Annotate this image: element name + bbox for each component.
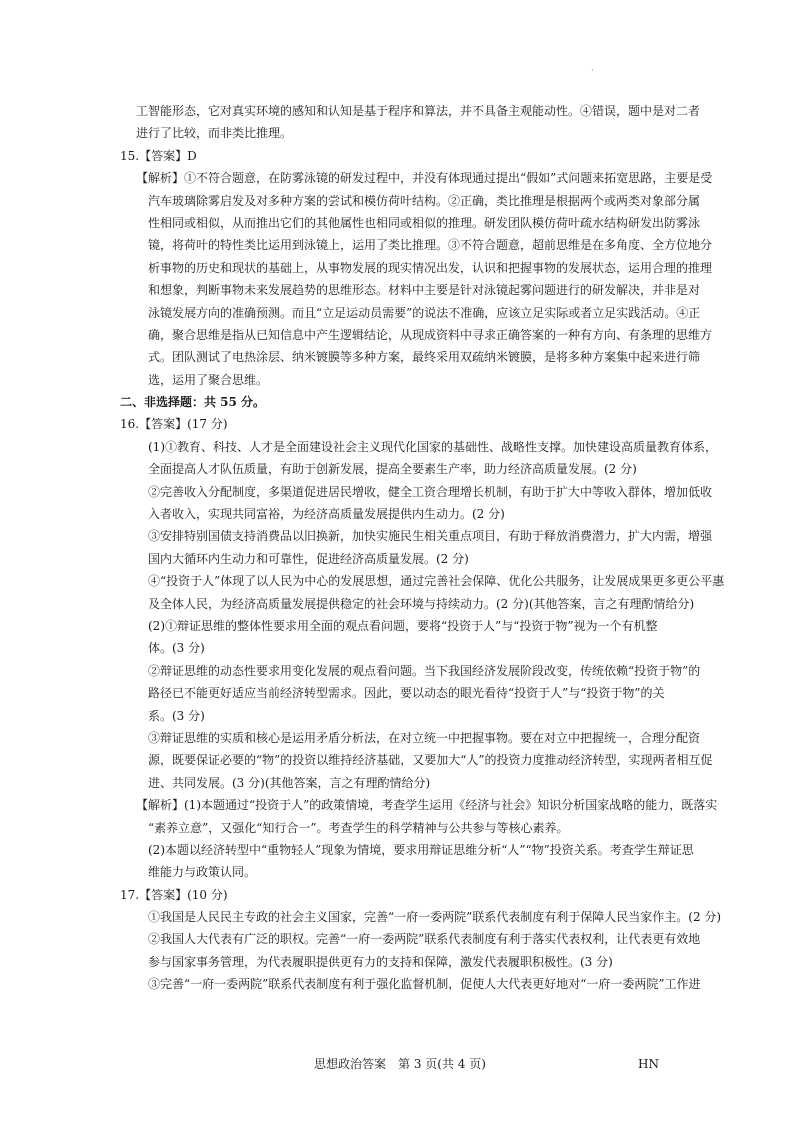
answer-body — [120, 100, 725, 996]
text-line: 国内大循环内生动力和可靠性，促进经济高质量发展。(2 分) — [148, 551, 469, 566]
text-line: (1)①教育、科技、人才是全面建设社会主义现代化国家的基础性、战略性支撑。加快建设高质量教育体系， — [148, 439, 718, 454]
text-line: 进、共同发展。(3 分)(其他答案，言之有理酌情给分) — [148, 775, 431, 790]
text-line: ④“投资于人”体现了以人民为中心的发展思想，通过完善社会保障、优化公共服务，让发展成果更多更公平惠 — [148, 574, 725, 589]
text-line: 【解析】(1)本题通过“投资于人”的政策情境，考查学生运用《经济与社会》知识分析国家战略的能力，既落实 — [136, 798, 718, 813]
text-line: 析事物的历史和现状的基础上，从事物发展的现实情况出发，认识和把握事物的发展状态，运用合理的推理 — [148, 260, 713, 275]
text-line: 体。(3 分) — [148, 641, 205, 656]
text-line: 性相同或相似，从而推出它们的其他属性也相同或相似的推理。研发团队模仿荷叶疏水结构研发出防雾泳 — [148, 215, 701, 230]
text-line: ③辩证思维的实质和核心是运用矛盾分析法，在对立统一中把握事物。要在对立中把握统一，合理分配资 — [148, 730, 701, 745]
text-line: ①我国是人民民主专政的社会主义国家，完善“一府一委两院”联系代表制度有利于保障人民当家作主。(2 分) — [148, 910, 722, 925]
text-line: 全面提高人才队伍质量，有助于创新发展，提高全要素生产率，助力经济高质量发展。(2 分) — [148, 462, 637, 477]
text-line: “素养立意”，又强化“知行合一”。考查学生的科学精神与公共参与等核心素养。 — [148, 820, 569, 835]
top-mark: · — [591, 66, 594, 75]
text-line: 维能力与政策认同。 — [148, 865, 257, 880]
footer-edition-code: HN — [638, 1057, 659, 1071]
text-line: ③安排特别国债支持消费品以旧换新，加快实施民生相关重点项目，有助于释放消费潜力，扩大内需，增强 — [148, 529, 713, 544]
text-line: 泳镜发展方向的准确预测。而且“立足运动员需要”的说法不准确，应该立足实际或者立足实践活动。④正 — [148, 305, 701, 320]
text-line: 确，聚合思维是指从已知信息中产生逻辑结论，从现成资料中寻求正确答案的一种有方向、有条理的思维方 — [148, 327, 713, 342]
footer-page-label: 思想政治答案 第 3 页(共 4 页) — [314, 1057, 486, 1071]
text-line: 镜，将荷叶的特性类比运用到泳镜上，运用了类比推理。③不符合题意，超前思维是在多角度、全方位地分 — [148, 238, 713, 253]
text-line: 进行了比较，而非类比推理。 — [136, 126, 293, 141]
text-line: 15.【答案】D — [120, 148, 197, 163]
text-line: 系。(3 分) — [148, 708, 205, 723]
text-line: 源，既要保证必要的“物”的投资以维持经济基础，又要加大“人”的投资力度推动经济转型，实现两者相互促 — [148, 753, 713, 768]
text-line: ②辩证思维的动态性要求用变化发展的观点看问题。当下我国经济发展阶段改变，传统依赖“投资于物”的 — [148, 663, 701, 678]
text-line: 式。团队测试了电热涂层、纳米镀膜等多种方案，最终采用双疏纳米镀膜，是将多种方案集中起来进行筛 — [148, 350, 701, 365]
text-line: 和想象，判断事物未来发展趋势的思维形态。材料中主要是针对泳镜起雾问题进行的研发解决，并非是对 — [148, 283, 701, 298]
text-line: ②完善收入分配制度，多渠道促进居民增收，健全工资合理增长机制，有助于扩大中等收入群体，增加低收 — [148, 484, 713, 499]
text-line: 汽车玻璃除雾启发及对多种方案的尝试和模仿荷叶结构。②正确，类比推理是根据两个或两类对象部分属 — [148, 193, 701, 208]
text-line: 入者收入，实现共同富裕，为经济高质量发展提供内生动力。(2 分) — [148, 507, 505, 522]
text-line: ③完善“一府一委两院”联系代表制度有利于强化监督机制，促使人大代表更好地对“一府一委两院”工作进 — [148, 977, 701, 992]
text-line: 选，运用了聚合思维。 — [148, 372, 269, 387]
text-line: 二、非选择题：共 55 分。 — [120, 395, 266, 410]
text-line: (2)本题以经济转型中“重物轻人”现象为情境，要求用辩证思维分析“人”“物”投资关系。考查学生辩证思 — [148, 842, 694, 857]
text-line: (2)①辩证思维的整体性要求用全面的观点看问题，要将“投资于人”与“投资于物”视为一个有机整 — [148, 618, 658, 633]
text-line: 17.【答案】(10 分) — [120, 887, 228, 902]
text-line: 及全体人民，为经济高质量发展提供稳定的社会环境与持续动力。(2 分)(其他答案，言之有理酌情给分) — [148, 596, 695, 611]
text-line: 【解析】①不符合题意，在防雾泳镜的研发过程中，并没有体现通过提出“假如”式问题来拓宽思路，主要是受 — [136, 171, 713, 186]
text-line: 工智能形态，它对真实环境的感知和认知是基于程序和算法，并不具备主观能动性。④错误，题中是对二者 — [136, 104, 701, 118]
text-line: 参与国家事务管理，为代表履职提供更有力的支持和保障，激发代表履职积极性。(3 分) — [148, 954, 613, 969]
text-line: 路径已不能更好适应当前经济转型需求。因此，要以动态的眼光看待“投资于人”与“投资于物”的关 — [148, 686, 665, 701]
text-line: 16.【答案】(17 分) — [120, 417, 228, 432]
text-line: ②我国人大代表有广泛的职权。完善“一府一委两院”联系代表制度有利于落实代表权利，让代表更有效地 — [148, 932, 701, 947]
